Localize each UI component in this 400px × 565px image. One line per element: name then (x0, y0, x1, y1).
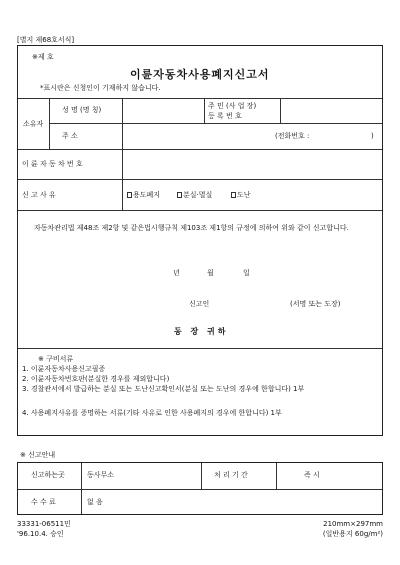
paper-size: 210mm×297mm (323, 520, 383, 528)
guide-heading: ※ 신고안내 (20, 451, 56, 459)
vehicle-number-field[interactable] (124, 151, 380, 177)
owner-label: 소유자 (23, 120, 44, 128)
approval-date: '96.10.4. 승인 (17, 530, 64, 538)
declaration-form (17, 45, 383, 436)
vehicle-number-label: 이 륜 자 동 차 번 호 (22, 160, 83, 168)
registration-label-line1: 주 민 (사 업 장) (208, 102, 257, 110)
processing-period-label: 처 리 기 간 (214, 471, 248, 479)
registration-label-line2: 등 록 번 호 (208, 112, 242, 120)
date-year-label: 년 (173, 269, 180, 277)
address-field[interactable] (124, 125, 274, 147)
phone-label: (전화번호 : (275, 132, 310, 140)
address-label: 주 소 (62, 132, 78, 140)
divider (18, 489, 382, 490)
divider (122, 98, 123, 210)
reason-option-theft[interactable] (231, 192, 251, 199)
divider (18, 98, 382, 99)
name-field[interactable] (124, 100, 202, 122)
divider (276, 463, 277, 489)
divider (18, 210, 382, 211)
form-number: [별지 제68호서식] (17, 36, 75, 44)
required-doc-item: 4. 사용폐지사유를 증명하는 서류(기타 사유로 인한 사용폐지의 경우에 한합니다) 1부 (22, 409, 282, 417)
name-label: 성 명 (명 칭) (62, 106, 102, 114)
divider (204, 98, 205, 123)
receipt-number-label: ※제 호 (32, 53, 54, 61)
form-note: *표시란은 신청인이 기재하지 않습니다. (40, 84, 161, 92)
fee-label: 수 수 료 (31, 498, 56, 506)
reason-option-label: 분실·멸실 (183, 191, 213, 199)
required-docs-heading: ※ 구비서류 (38, 355, 74, 363)
form-code: 33331-06511민 (17, 520, 71, 528)
required-doc-item: 1. 이륜자동차사용신고필증 (22, 365, 106, 373)
phone-close: ) (371, 132, 374, 140)
date-month-label: 월 (207, 269, 214, 277)
checkbox[interactable] (177, 192, 182, 198)
reason-option-label: 도난 (237, 191, 251, 199)
form-title: 이륜자동차사용폐지신고서 (130, 68, 270, 81)
date-day-label: 일 (243, 269, 250, 277)
reason-option-lost[interactable] (177, 192, 212, 199)
guide-table (17, 462, 383, 515)
phone-field[interactable] (318, 131, 368, 141)
submit-to-label: 신고하는곳 (31, 471, 65, 479)
checkbox[interactable] (231, 192, 236, 198)
reason-option-disuse[interactable] (127, 192, 160, 199)
signature-field[interactable] (218, 296, 288, 310)
divider (81, 463, 82, 514)
divider (18, 179, 382, 180)
processing-period-value: 즉 시 (304, 471, 320, 479)
divider (49, 123, 382, 124)
submit-to-value: 동사무소 (87, 471, 115, 479)
divider (201, 463, 202, 489)
divider (49, 98, 50, 149)
divider (18, 149, 382, 150)
reason-option-label: 용도폐지 (133, 191, 161, 199)
recipient-label: 동 장 귀하 (174, 327, 229, 336)
required-doc-item: 2. 이륜자동차번호판(분실한 경우를 제외합니다) (22, 375, 170, 383)
checkbox[interactable] (127, 192, 132, 198)
required-doc-item: 3. 경찰관서에서 발급하는 분실 또는 도난신고확인서(분실 또는 도난의 경우에 한합니다) 1부 (22, 385, 305, 393)
paper-type: (일반용지 60g/m²) (322, 530, 383, 538)
divider (280, 98, 281, 123)
fee-value: 없 음 (87, 498, 103, 506)
applicant-label: 신고인 (189, 300, 210, 308)
statement-text: 자동차관리법 제48조 제2항 및 같은법시행규칙 제103조 제1항의 규정에 의하여 위와 같이 신고합니다. (34, 224, 349, 232)
signature-label: (서명 또는 도장) (290, 300, 341, 308)
reason-label: 신 고 사 유 (22, 191, 56, 199)
divider (18, 348, 382, 349)
registration-number-field[interactable] (282, 100, 380, 122)
